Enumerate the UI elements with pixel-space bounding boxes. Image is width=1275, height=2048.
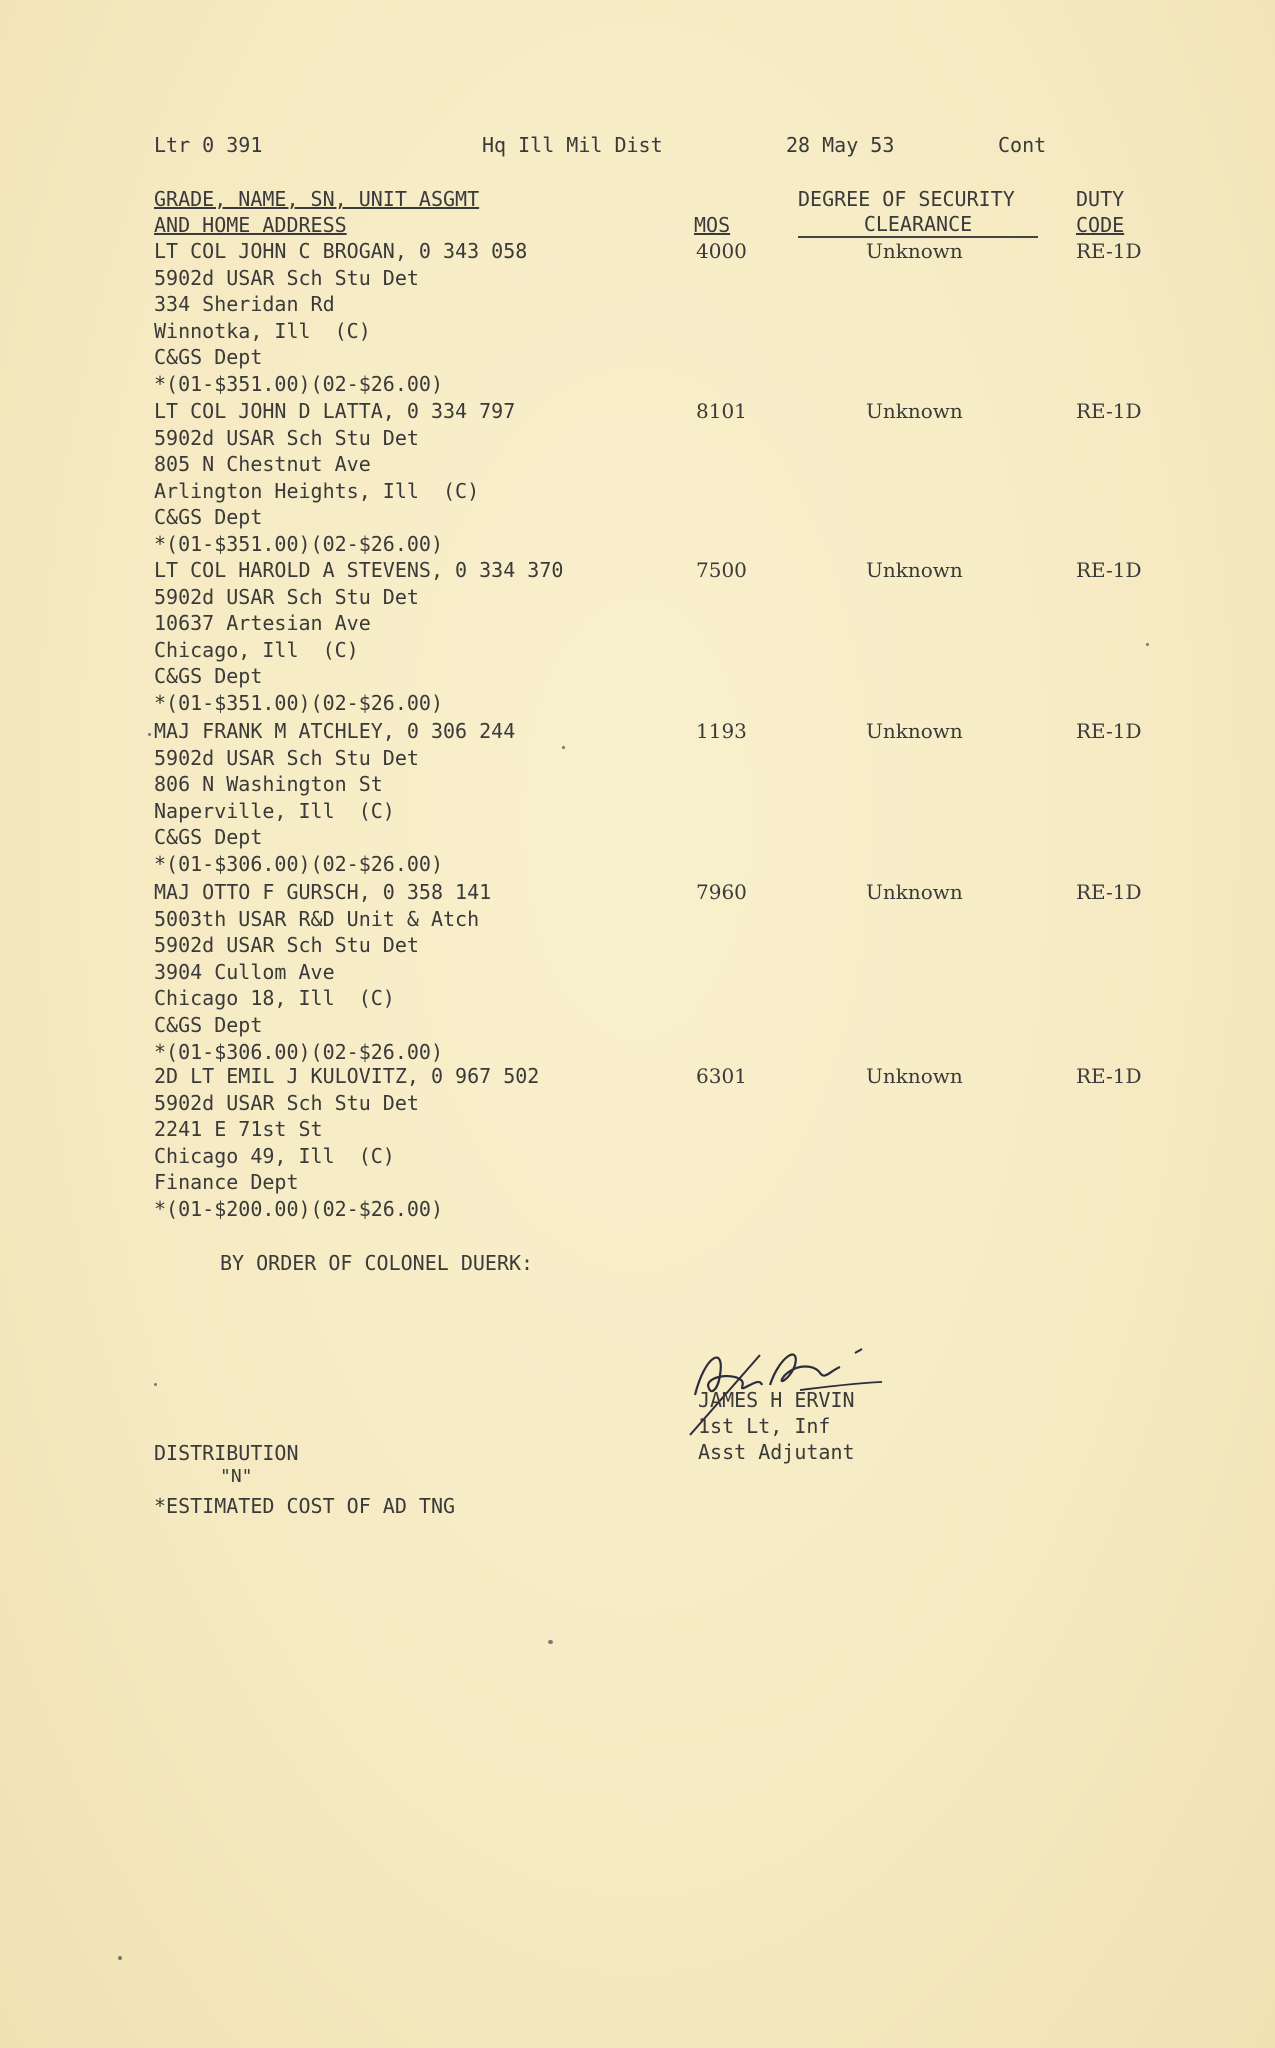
entry-duty-code: RE-1D bbox=[1076, 880, 1142, 904]
entry-duty-code: RE-1D bbox=[1076, 399, 1142, 423]
entry-clearance: Unknown bbox=[866, 1064, 963, 1088]
entry-city-line: Chicago 18, Ill (C) bbox=[154, 986, 395, 1011]
entry-dept-line: C&GS Dept bbox=[154, 825, 263, 850]
entry-duty-code: RE-1D bbox=[1076, 719, 1142, 743]
column-header-clearance: CLEARANCE bbox=[798, 212, 1038, 238]
personnel-entry bbox=[154, 718, 1154, 878]
entry-city-line: Winnotka, Ill (C) bbox=[154, 318, 371, 343]
paper-speck bbox=[148, 733, 151, 736]
entry-city-line: Arlington Heights, Ill (C) bbox=[154, 478, 480, 503]
paper-speck bbox=[548, 1640, 553, 1644]
personnel-entry bbox=[154, 557, 1154, 717]
entry-cost-line: *(01-$306.00)(02-$26.00) bbox=[154, 851, 443, 876]
paper-speck bbox=[118, 1956, 122, 1960]
entry-unit-line: 5003th USAR R&D Unit & Atch bbox=[154, 906, 480, 931]
order-line: BY ORDER OF COLONEL DUERK: bbox=[220, 1251, 534, 1275]
entry-clearance: Unknown bbox=[866, 880, 963, 904]
entry-name-line: LT COL HAROLD A STEVENS, 0 334 370 bbox=[154, 558, 564, 582]
entry-street-line: 2241 E 71st St bbox=[154, 1117, 323, 1142]
entry-street-line: 3904 Cullom Ave bbox=[154, 959, 335, 984]
letter-date: 28 May 53 bbox=[786, 133, 895, 157]
paper-speck bbox=[154, 1383, 157, 1386]
continued-label: Cont bbox=[998, 133, 1047, 157]
column-header-grade: GRADE, NAME, SN, UNIT ASGMT bbox=[154, 187, 480, 211]
entry-duty-code: RE-1D bbox=[1076, 1064, 1142, 1088]
column-header-address: AND HOME ADDRESS bbox=[154, 213, 347, 237]
entry-clearance: Unknown bbox=[866, 399, 963, 423]
entry-name-line: MAJ FRANK M ATCHLEY, 0 306 244 bbox=[154, 719, 516, 743]
entry-city-line: Chicago 49, Ill (C) bbox=[154, 1143, 395, 1168]
column-header-code: CODE bbox=[1076, 213, 1125, 237]
entry-mos: 1193 bbox=[696, 719, 747, 743]
distribution-label: DISTRIBUTION bbox=[154, 1441, 299, 1465]
column-header-security: DEGREE OF SECURITY bbox=[798, 187, 1015, 211]
entry-name-line: LT COL JOHN C BROGAN, 0 343 058 bbox=[154, 239, 528, 263]
entry-cost-line: *(01-$351.00)(02-$26.00) bbox=[154, 690, 443, 715]
paper-speck bbox=[562, 746, 565, 749]
distribution-code: "N" bbox=[220, 1466, 253, 1487]
entry-dept-line: C&GS Dept bbox=[154, 345, 263, 370]
entry-clearance: Unknown bbox=[866, 558, 963, 582]
entry-dept-line: C&GS Dept bbox=[154, 664, 263, 689]
signer-title: Asst Adjutant bbox=[698, 1440, 855, 1464]
entry-duty-code: RE-1D bbox=[1076, 239, 1142, 263]
entry-name-line: 2D LT EMIL J KULOVITZ, 0 967 502 bbox=[154, 1064, 540, 1088]
entry-cost-line: *(01-$351.00)(02-$26.00) bbox=[154, 531, 443, 556]
entry-unit-line: 5902d USAR Sch Stu Det bbox=[154, 1090, 419, 1115]
entry-dept-line: C&GS Dept bbox=[154, 1012, 263, 1037]
entry-cost-line: *(01-$351.00)(02-$26.00) bbox=[154, 371, 443, 396]
entry-mos: 6301 bbox=[696, 1064, 747, 1088]
column-header-duty: DUTY bbox=[1076, 187, 1125, 211]
entry-unit-line: 5902d USAR Sch Stu Det bbox=[154, 425, 419, 450]
entry-dept-line: C&GS Dept bbox=[154, 505, 263, 530]
entry-dept-line: Finance Dept bbox=[154, 1170, 299, 1195]
personnel-entry bbox=[154, 1063, 1154, 1223]
personnel-entry bbox=[154, 879, 1154, 1065]
entry-unit-line: 5902d USAR Sch Stu Det bbox=[154, 745, 419, 770]
entry-street-line: 805 N Chestnut Ave bbox=[154, 452, 371, 477]
letter-reference: Ltr 0 391 bbox=[154, 133, 263, 157]
entry-street-line: 10637 Artesian Ave bbox=[154, 611, 371, 636]
signer-rank: 1st Lt, Inf bbox=[698, 1414, 831, 1438]
entry-unit-line: 5902d USAR Sch Stu Det bbox=[154, 265, 419, 290]
entry-unit-line: 5902d USAR Sch Stu Det bbox=[154, 584, 419, 609]
column-header-mos: MOS bbox=[694, 213, 731, 237]
entry-cost-line: *(01-$200.00)(02-$26.00) bbox=[154, 1196, 443, 1221]
entry-mos: 7500 bbox=[696, 558, 747, 582]
entry-city-line: Chicago, Ill (C) bbox=[154, 637, 359, 662]
entry-cost-line: *(01-$306.00)(02-$26.00) bbox=[154, 1039, 443, 1064]
entry-mos: 7960 bbox=[696, 880, 747, 904]
entry-city-line: Naperville, Ill (C) bbox=[154, 798, 395, 823]
footnote: *ESTIMATED COST OF AD TNG bbox=[154, 1494, 456, 1518]
signer-name: JAMES H ERVIN bbox=[698, 1388, 855, 1412]
headquarters: Hq Ill Mil Dist bbox=[482, 133, 663, 157]
entry-name-line: MAJ OTTO F GURSCH, 0 358 141 bbox=[154, 880, 492, 904]
entry-street-line: 806 N Washington St bbox=[154, 772, 383, 797]
entry-duty-code: RE-1D bbox=[1076, 558, 1142, 582]
entry-clearance: Unknown bbox=[866, 239, 963, 263]
paper-speck bbox=[1146, 643, 1149, 646]
entry-unit-line-2: 5902d USAR Sch Stu Det bbox=[154, 933, 419, 958]
personnel-entry bbox=[154, 238, 1154, 398]
personnel-entry bbox=[154, 398, 1154, 558]
entry-mos: 4000 bbox=[696, 239, 747, 263]
entry-clearance: Unknown bbox=[866, 719, 963, 743]
entry-street-line: 334 Sheridan Rd bbox=[154, 292, 335, 317]
entry-name-line: LT COL JOHN D LATTA, 0 334 797 bbox=[154, 399, 516, 423]
entry-mos: 8101 bbox=[696, 399, 747, 423]
